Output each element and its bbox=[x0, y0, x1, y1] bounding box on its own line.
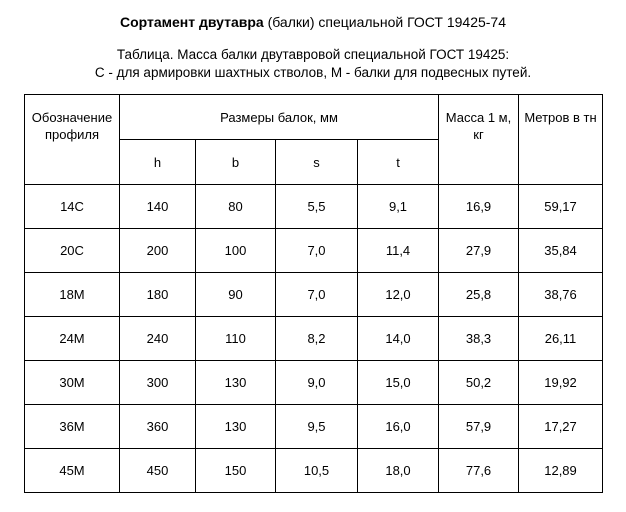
table-row bbox=[25, 317, 603, 361]
cell-meters: 19,92 bbox=[519, 361, 603, 405]
cell-b: 130 bbox=[196, 361, 276, 405]
cell-designation: 24М bbox=[25, 317, 120, 361]
cell-mass: 25,8 bbox=[439, 273, 519, 317]
cell-b: 100 bbox=[196, 229, 276, 273]
cell-s: 9,5 bbox=[276, 405, 358, 449]
cell-b: 80 bbox=[196, 185, 276, 229]
table-row bbox=[25, 361, 603, 405]
cell-meters: 35,84 bbox=[519, 229, 603, 273]
cell-b: 110 bbox=[196, 317, 276, 361]
header-mass: Масса 1 м, кг bbox=[439, 95, 519, 185]
page-title bbox=[0, 14, 626, 30]
beam-table bbox=[24, 94, 603, 493]
cell-mass: 27,9 bbox=[439, 229, 519, 273]
cell-t: 16,0 bbox=[358, 405, 439, 449]
title-bold: Сортамент двутавра bbox=[119, 14, 264, 30]
cell-h: 140 bbox=[120, 185, 196, 229]
subheader-h: h bbox=[120, 140, 196, 185]
cell-mass: 16,9 bbox=[439, 185, 519, 229]
cell-t: 14,0 bbox=[358, 317, 439, 361]
header-meters: Метров в тн bbox=[519, 95, 603, 185]
cell-s: 7,0 bbox=[276, 273, 358, 317]
cell-b: 130 bbox=[196, 405, 276, 449]
cell-h: 360 bbox=[120, 405, 196, 449]
header-designation: Обозначение профиля bbox=[25, 95, 120, 185]
cell-t: 9,1 bbox=[358, 185, 439, 229]
cell-s: 10,5 bbox=[276, 449, 358, 493]
subheader-s: s bbox=[276, 140, 358, 185]
table-header-row bbox=[25, 95, 603, 140]
cell-t: 12,0 bbox=[358, 273, 439, 317]
cell-s: 7,0 bbox=[276, 229, 358, 273]
cell-h: 180 bbox=[120, 273, 196, 317]
cell-designation: 18М bbox=[25, 273, 120, 317]
cell-designation: 36М bbox=[25, 405, 120, 449]
cell-h: 240 bbox=[120, 317, 196, 361]
subheader-t: t bbox=[358, 140, 439, 185]
cell-s: 9,0 bbox=[276, 361, 358, 405]
subheader-b: b bbox=[196, 140, 276, 185]
caption-line-1: Таблица. Масса балки двутавровой специальной ГОСТ 19425: bbox=[116, 47, 510, 62]
cell-h: 450 bbox=[120, 449, 196, 493]
cell-designation: 30М bbox=[25, 361, 120, 405]
table-row bbox=[25, 229, 603, 273]
table-caption bbox=[0, 46, 626, 82]
cell-designation: 14С bbox=[25, 185, 120, 229]
cell-t: 15,0 bbox=[358, 361, 439, 405]
cell-s: 5,5 bbox=[276, 185, 358, 229]
cell-mass: 50,2 bbox=[439, 361, 519, 405]
title-rest: (балки) специальной ГОСТ 19425-74 bbox=[263, 14, 507, 30]
cell-s: 8,2 bbox=[276, 317, 358, 361]
table-row bbox=[25, 449, 603, 493]
cell-meters: 17,27 bbox=[519, 405, 603, 449]
cell-b: 90 bbox=[196, 273, 276, 317]
cell-meters: 59,17 bbox=[519, 185, 603, 229]
cell-designation: 20С bbox=[25, 229, 120, 273]
cell-meters: 26,11 bbox=[519, 317, 603, 361]
cell-mass: 38,3 bbox=[439, 317, 519, 361]
cell-h: 200 bbox=[120, 229, 196, 273]
table-row bbox=[25, 185, 603, 229]
cell-meters: 38,76 bbox=[519, 273, 603, 317]
table-row bbox=[25, 405, 603, 449]
header-dimensions: Размеры балок, мм bbox=[120, 95, 439, 140]
cell-t: 11,4 bbox=[358, 229, 439, 273]
cell-b: 150 bbox=[196, 449, 276, 493]
cell-mass: 77,6 bbox=[439, 449, 519, 493]
cell-designation: 45М bbox=[25, 449, 120, 493]
caption-line-2: С - для армировки шахтных стволов, М - балки для подвесных путей. bbox=[94, 65, 532, 80]
cell-mass: 57,9 bbox=[439, 405, 519, 449]
table-row bbox=[25, 273, 603, 317]
cell-meters: 12,89 bbox=[519, 449, 603, 493]
cell-h: 300 bbox=[120, 361, 196, 405]
cell-t: 18,0 bbox=[358, 449, 439, 493]
